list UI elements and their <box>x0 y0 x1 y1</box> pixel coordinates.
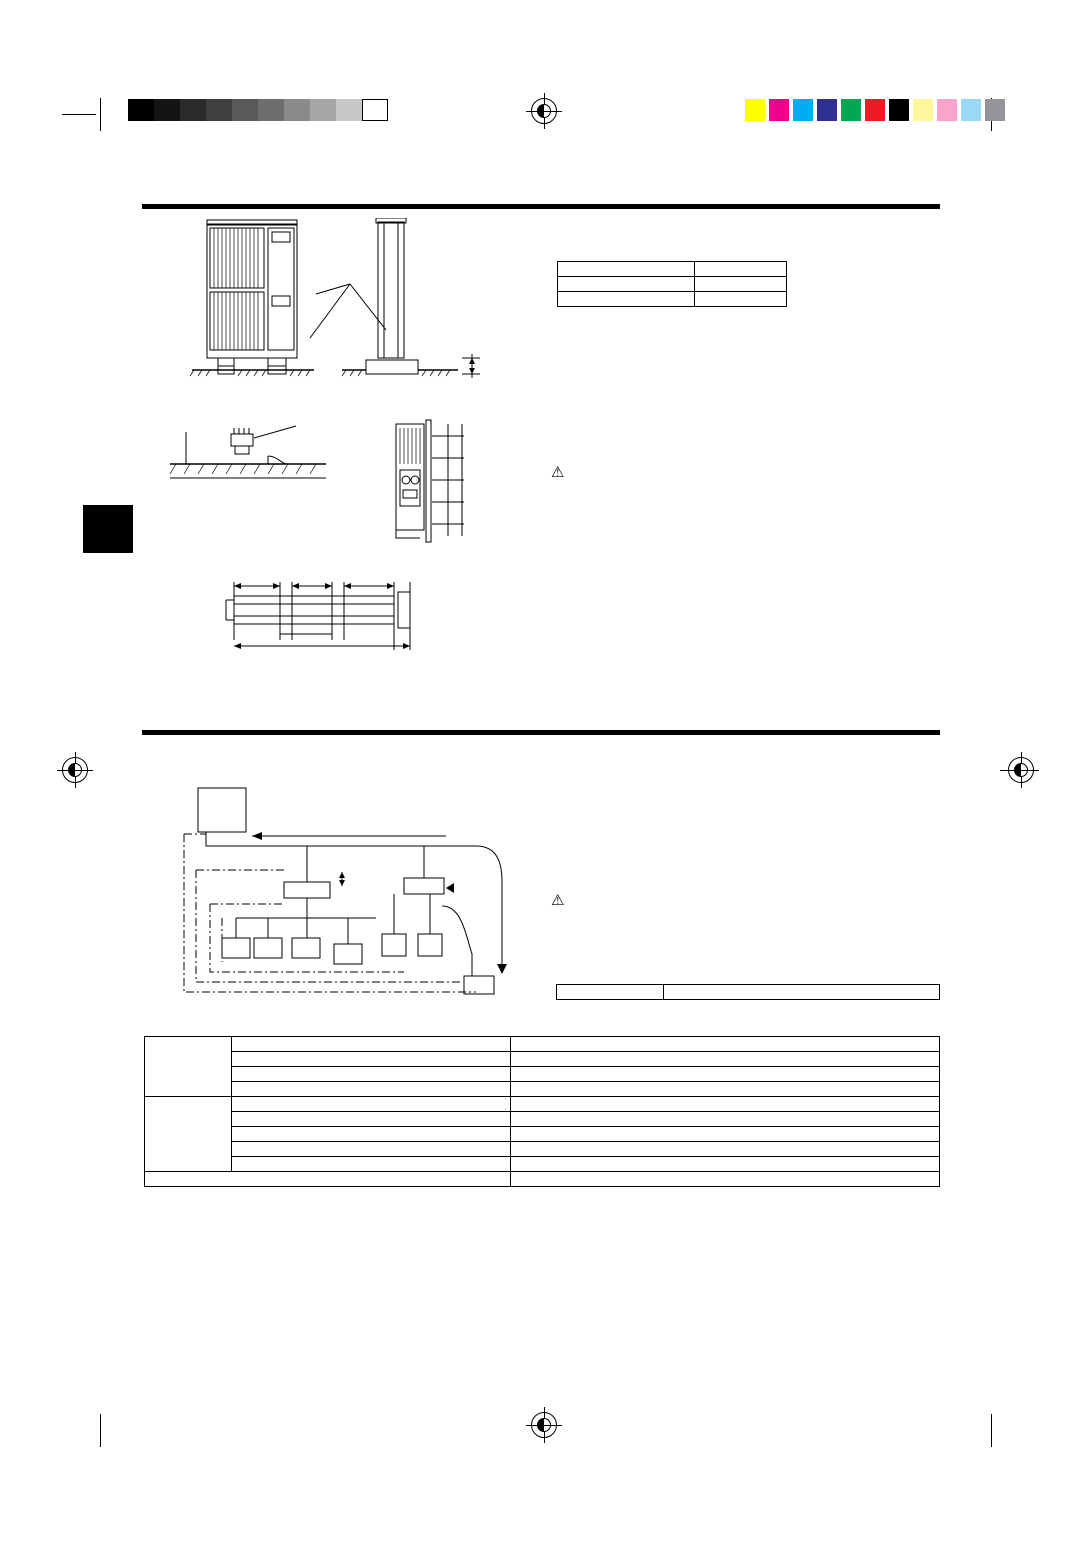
table-cell <box>695 262 787 277</box>
table-cell <box>232 1052 510 1067</box>
table-row <box>145 1157 940 1172</box>
table-cell <box>664 985 940 1000</box>
grayscale-calibration-bar <box>128 99 388 121</box>
table-cell <box>510 1157 939 1172</box>
table-row <box>145 1142 940 1157</box>
table-cell <box>558 277 695 292</box>
table-cell <box>510 1037 939 1052</box>
table-cell <box>510 1112 939 1127</box>
table-row <box>145 1082 940 1097</box>
color-calibration-bar <box>745 99 1009 121</box>
table-row <box>145 1052 940 1067</box>
table-row <box>145 1097 940 1112</box>
wiring-note-table <box>556 984 940 1000</box>
section-rule-top <box>142 204 940 209</box>
wiring-connection-diagram <box>176 786 526 1016</box>
table-row <box>558 262 787 277</box>
table-cell <box>232 1067 510 1082</box>
table-cell <box>510 1172 939 1187</box>
table-row <box>145 1127 940 1142</box>
table-cell <box>695 292 787 307</box>
section-tab-marker <box>83 505 133 553</box>
table-cell <box>510 1052 939 1067</box>
table-row <box>558 277 787 292</box>
table-cell <box>558 292 695 307</box>
electrical-specification-table <box>144 1036 940 1187</box>
table-row <box>145 1067 940 1082</box>
table-cell <box>510 1097 939 1112</box>
table-cell <box>510 1142 939 1157</box>
table-row <box>558 292 787 307</box>
table-cell <box>510 1067 939 1082</box>
registration-target-top <box>531 98 557 124</box>
registration-target-left <box>62 757 88 783</box>
table-row <box>145 1037 940 1052</box>
registration-target-right <box>1008 757 1034 783</box>
table-cell <box>510 1082 939 1097</box>
table-row <box>145 1172 940 1187</box>
warning-triangle-upper: ⚠ <box>551 464 565 481</box>
section-rule-middle <box>142 730 940 735</box>
table-cell-group-a <box>145 1037 232 1097</box>
specification-table <box>557 261 787 307</box>
table-cell <box>510 1127 939 1142</box>
registration-target-bottom <box>531 1412 557 1438</box>
table-cell <box>232 1037 510 1052</box>
table-cell <box>558 262 695 277</box>
wall-bracket-detail <box>386 418 486 548</box>
table-cell <box>232 1097 510 1112</box>
table-cell <box>232 1127 510 1142</box>
table-row <box>557 985 940 1000</box>
table-cell <box>232 1142 510 1157</box>
table-cell <box>695 277 787 292</box>
table-cell <box>232 1112 510 1127</box>
table-cell <box>232 1082 510 1097</box>
warning-triangle-lower: ⚠ <box>551 892 565 909</box>
crop-mark-top-left-h <box>62 114 96 115</box>
base-dimension-drawing <box>222 578 442 668</box>
crop-mark-bottom-left-v <box>100 1414 101 1447</box>
table-row <box>145 1112 940 1127</box>
table-cell <box>557 985 664 1000</box>
table-cell-group-b <box>145 1097 232 1172</box>
outdoor-unit-front-view <box>190 218 490 383</box>
crop-mark-top-left-v <box>100 98 101 131</box>
table-cell <box>232 1157 510 1172</box>
table-cell <box>145 1172 511 1187</box>
crop-mark-bottom-right-v <box>991 1414 992 1447</box>
foundation-anchor-detail <box>168 418 328 508</box>
